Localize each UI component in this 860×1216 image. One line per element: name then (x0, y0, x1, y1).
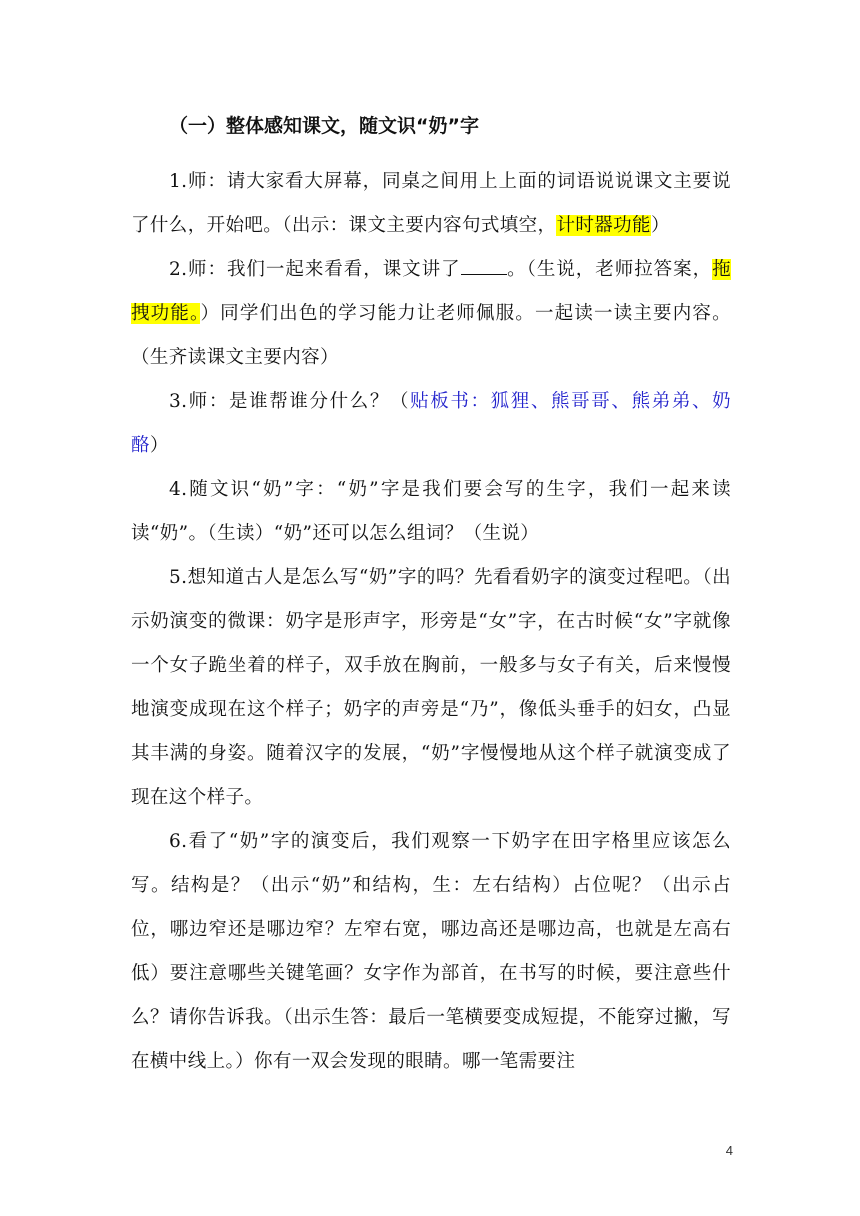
paragraph-3-after: ） (149, 435, 169, 456)
paragraph-5: 5.想知道古人是怎么写“奶”字的吗？先看看奶字的演变过程吧。（出示奶演变的微课：奶字是形声字，形旁是“女”字，在古时候“女”字就像一个女子跪坐着的样子，双手放在胸前，一般多与女子有关，后来慢慢地演变成现在这个样子；奶字的声旁是“乃”，像低头垂手的妇女，凸显其丰满的身姿。随着汉字的发展，“奶”字慢慢地从这个样子就演变成了现在这个样子。 (131, 567, 731, 808)
paragraph-2-text: 2.师：我们一起来看看，课文讲了 (169, 259, 461, 280)
paragraph-2-after-blank: 。（生说，老师拉答案， (506, 259, 713, 280)
paragraph-3 (131, 380, 731, 468)
paragraph-2 (131, 248, 731, 380)
paragraph-3-text: 3.师：是谁帮谁分什么？（ (169, 391, 411, 412)
paragraph-1 (131, 160, 731, 248)
highlight-drag-function: 拖拽功能。 (131, 259, 731, 324)
page-content (131, 104, 731, 1084)
fill-blank-line (461, 258, 507, 275)
paragraph-6: 6.看了“奶”字的演变后，我们观察一下奶字在田字格里应该怎么写。结构是？（出示“奶”和结构，生：左右结构）占位呢？（出示占位，哪边窄还是哪边窄？左窄右宽，哪边高还是哪边高，也就是左高右低）要注意哪些关键笔画？女字作为部首，在书写的时候，要注意些什么？请你告诉我。（出示生答：最后一笔横要变成短提，不能穿过撇，写在横中线上。）你有一双会发现的眼睛。哪一笔需要注 (131, 831, 731, 1072)
highlight-timer-function: 计时器功能 (556, 215, 651, 236)
paragraph-1-text: 1.师：请大家看大屏幕，同桌之间用上上面的词语说说课文主要说了什么，开始吧。（出示：课文主要内容句式填空， (131, 171, 731, 236)
blackboard-note: 贴板书：狐狸、熊哥哥、熊弟弟、奶酪 (131, 391, 731, 456)
section-heading: （一）整体感知课文，随文识“奶”字 (169, 115, 479, 137)
paragraph-2-after: ）同学们出色的学习能力让老师佩服。一起读一读主要内容。（生齐读课文主要内容） (131, 303, 731, 368)
paragraph-1-after: ） (650, 215, 670, 236)
page-number: 4 (725, 1143, 733, 1158)
paragraph-4: 4.随文识“奶”字：“奶”字是我们要会写的生字，我们一起来读读“奶”。（生读）“奶”还可以怎么组词？（生说） (131, 479, 731, 544)
